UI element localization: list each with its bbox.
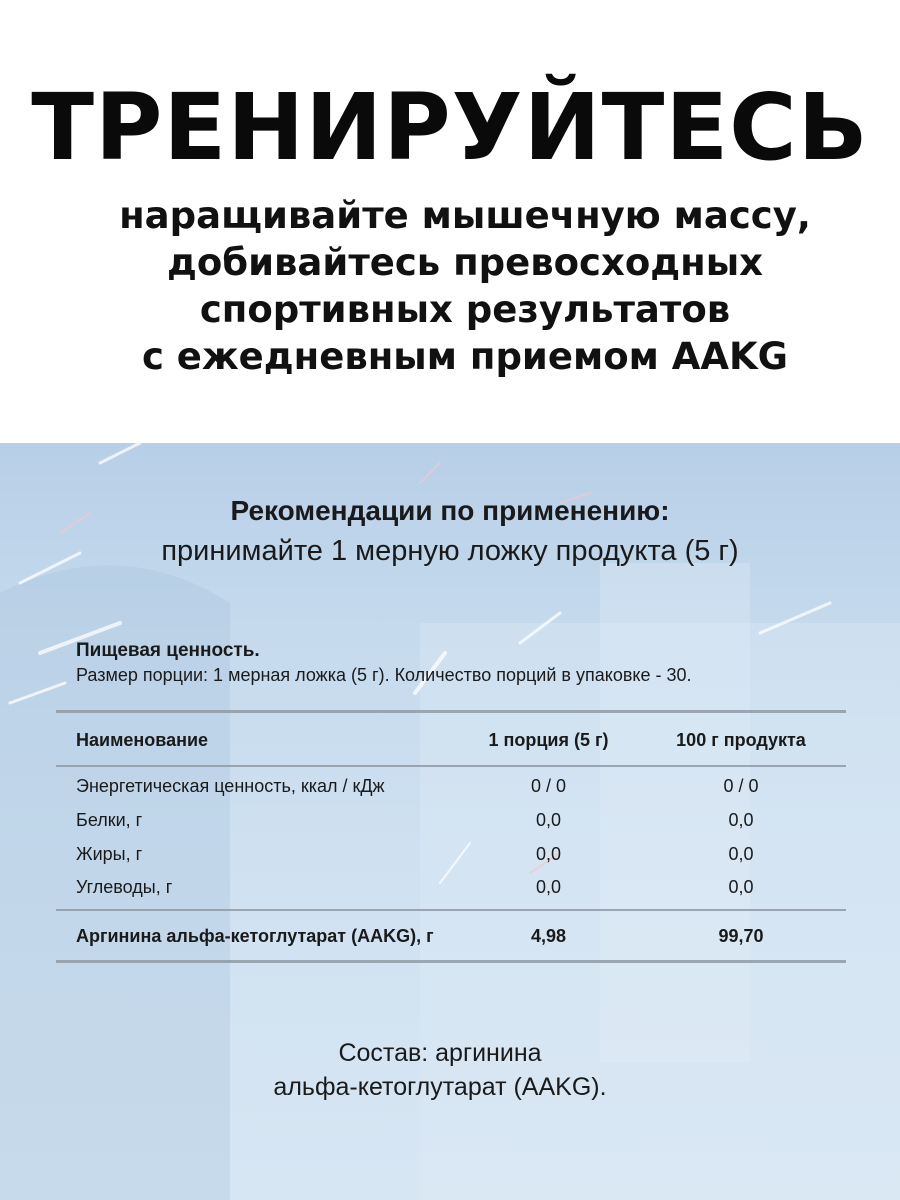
- table-row: [76, 776, 836, 804]
- nutrition-description: Размер порции: 1 мерная ложка (5 г). Количество порций в упаковке - 30.: [76, 665, 692, 685]
- info-section: [0, 443, 900, 1200]
- nutrition-title: Пищевая ценность.: [76, 640, 260, 661]
- row-100g-value: 99,70: [718, 926, 764, 946]
- row-name: Энергетическая ценность, ккал / кДж: [76, 776, 385, 796]
- row-name: Жиры, г: [76, 844, 143, 864]
- composition-line: альфа-кетоглутарат (AAKG).: [273, 1073, 607, 1101]
- composition-line: Состав: аргинина: [338, 1039, 542, 1067]
- table-top-rule: [56, 710, 846, 713]
- row-100g-value: 0 / 0: [723, 776, 759, 796]
- table-header-row: [76, 730, 836, 758]
- subheadline: [70, 192, 860, 380]
- row-100g-value: 0,0: [728, 810, 754, 830]
- subheadline-line: спортивных результатов: [199, 288, 731, 331]
- headline: ТРЕНИРУЙТЕСЬ: [31, 74, 869, 181]
- header-section: [0, 0, 900, 443]
- row-portion-value: 0 / 0: [530, 776, 567, 796]
- row-portion-value: 4,98: [530, 926, 567, 946]
- table-row-highlight: [76, 926, 836, 954]
- table-row: [76, 844, 836, 872]
- subheadline-line: добивайтесь превосходных: [166, 241, 764, 284]
- row-name: Аргинина альфа-кетоглутарат (AAKG), г: [76, 926, 434, 946]
- row-portion-value: 0,0: [535, 877, 562, 897]
- row-100g-value: 0,0: [728, 877, 754, 897]
- row-portion-value: 0,0: [535, 810, 562, 830]
- table-row: [76, 877, 836, 905]
- subheadline-line: с ежедневным приемом AAKG: [141, 335, 789, 378]
- table-row: [76, 810, 836, 838]
- recommendation-title: Рекомендации по применению:: [230, 495, 670, 526]
- table-header-rule: [56, 765, 846, 767]
- row-portion-value: 0,0: [535, 844, 562, 864]
- column-header-100g: 100 г продукта: [676, 730, 806, 750]
- recommendation-text: принимайте 1 мерную ложку продукта (5 г): [161, 535, 739, 567]
- row-100g-value: 0,0: [728, 844, 754, 864]
- column-header-name: Наименование: [76, 730, 209, 750]
- subheadline-line: наращивайте мышечную массу,: [119, 194, 811, 237]
- table-mid-rule: [56, 909, 846, 911]
- column-header-portion: 1 порция (5 г): [488, 730, 609, 750]
- table-bottom-rule: [56, 960, 846, 963]
- row-name: Углеводы, г: [76, 877, 173, 897]
- composition: [0, 1036, 880, 1104]
- row-name: Белки, г: [76, 810, 143, 830]
